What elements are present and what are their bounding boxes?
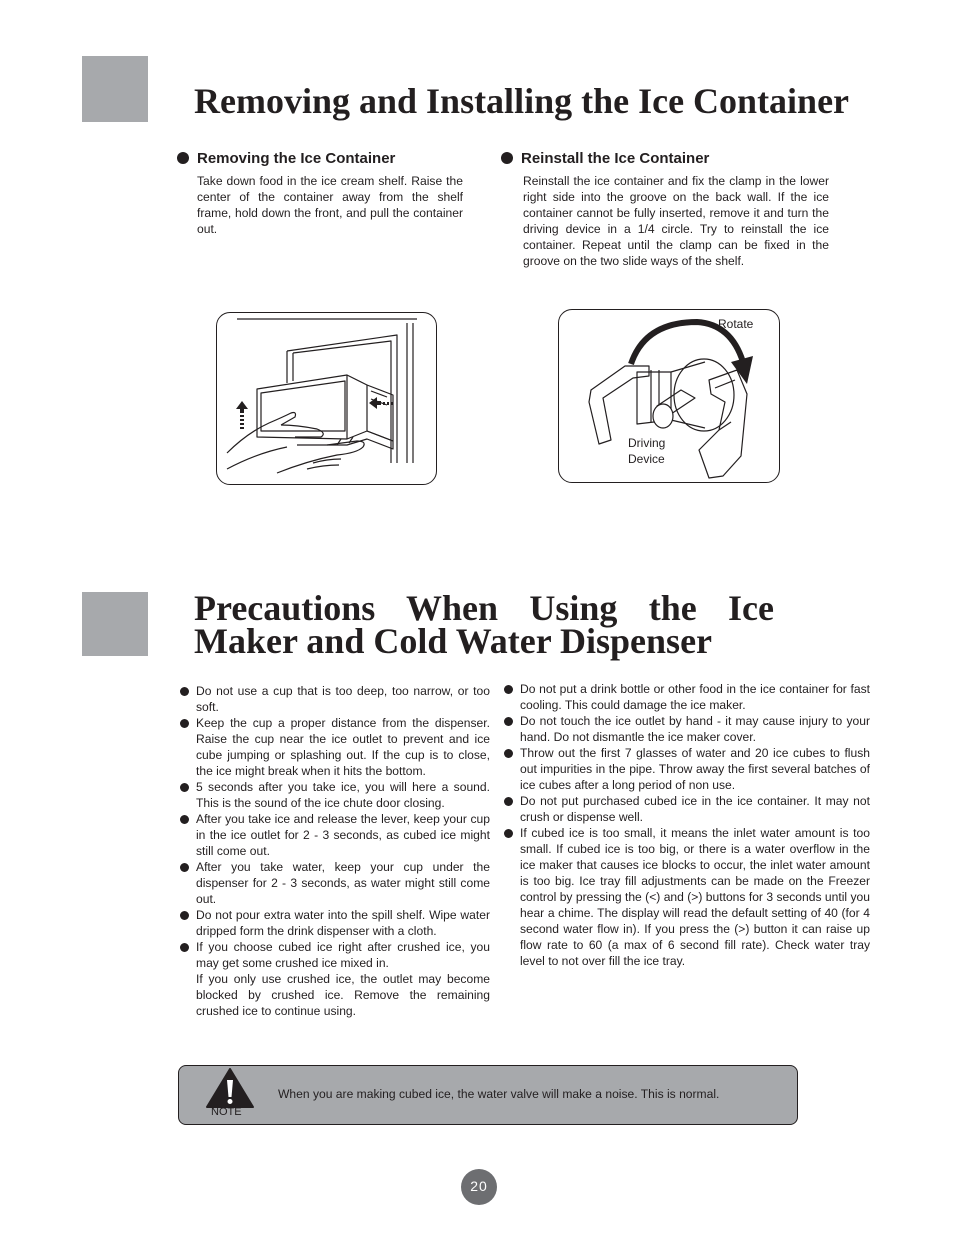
note-label: NOTE — [211, 1106, 242, 1118]
list-item: 5 seconds after you take ice, you will here a sound. This is the sound of the ice chute door closing. — [180, 779, 490, 811]
bullet-icon — [501, 152, 513, 164]
list-item: After you take ice and release the lever, keep your cup in the ice outlet for 2 - 3 seconds, as cubed ice might still come out. — [180, 811, 490, 859]
figure-driving-device — [558, 309, 780, 483]
removing-text: Take down food in the ice cream shelf. Raise the center of the container away from the shelf frame, hold down the front, and pull the container out. — [197, 174, 463, 236]
list-item: Do not put purchased cubed ice in the ice container. It may not crush or dispense well. — [504, 793, 870, 825]
list-item: Throw out the first 7 glasses of water and 20 ice cubes to flush out impurities in the pipe. Throw away the first several batches of ice cubes after a long period of non use. — [504, 745, 870, 793]
list-item: Keep the cup a proper distance from the dispenser. Raise the cup near the ice outlet to prevent and ice cube jumping or splashing out. If the cup is to close, the ice might break when it hits the bottom. — [180, 715, 490, 779]
heading-reinstall — [501, 150, 709, 167]
heading-removing-text: Removing the Ice Container — [197, 150, 396, 167]
note-box — [178, 1065, 798, 1125]
remove-container-illustration — [217, 313, 436, 484]
list-item-text: If you choose cubed ice right after crushed ice, you may get some crushed ice mixed in. — [196, 940, 490, 970]
title-precautions-line2: Maker and Cold Water Dispenser — [194, 621, 713, 661]
list-item: If cubed ice is too small, it means the inlet water amount is too small. If cubed ice is too big, or there is a water overflow in the ice maker that causes ice blocks to occur, the inlet water amount is too big. Ice tray fill adjustments can be made on the Freezer control by pressing the (<) and (>) buttons for 3 seconds until you hear a chime. The display will read the default setting of 40 (for 4 second water flow in). If you press the (>) button it can raise up flow rate to 60 (a max of 6 second fill rate). Check water tray level to not over fill the ice tray. — [504, 825, 870, 969]
rotate-label: Rotate — [718, 317, 754, 331]
list-item: After you take water, keep your cup under the dispenser for 2 - 3 seconds, as water might still come out. — [180, 859, 490, 907]
reinstall-text: Reinstall the ice container and fix the clamp in the lower right side into the groove on the back wall. If the ice container cannot be fully inserted, remove it and turn the driving device in a 1/4 circle. Try to reinstall the ice container. Repeat until the clamp can be fixed in the groove on the two slide ways of the shelf. — [523, 174, 829, 268]
driving-device-illustration — [559, 310, 779, 482]
precautions-left-list — [180, 683, 490, 1019]
precautions-right-list — [504, 681, 870, 969]
list-item: Do not touch the ice outlet by hand - it may cause injury to your hand. Do not dismantle the ice maker cover. — [504, 713, 870, 745]
list-item: Do not put a drink bottle or other food in the ice container for fast cooling. This could damage the ice maker. — [504, 681, 870, 713]
list-item-crushed-ice — [180, 939, 490, 1019]
section-marker-1 — [82, 56, 148, 122]
list-item: Do not use a cup that is too deep, too narrow, or too soft. — [180, 683, 490, 715]
page-title-ice-container: Removing and Installing the Ice Container — [194, 81, 850, 121]
driving-label-line2: Device — [628, 452, 665, 466]
heading-reinstall-text: Reinstall the Ice Container — [521, 150, 710, 167]
page-number: 20 — [461, 1169, 497, 1205]
list-item-continuation: If you only use crushed ice, the outlet may become blocked by crushed ice. Remove the remaining crushed ice to continue using. — [196, 972, 490, 1018]
section-marker-2 — [82, 592, 148, 656]
list-item: Do not pour extra water into the spill shelf. Wipe water dripped form the drink dispenser with a cloth. — [180, 907, 490, 939]
driving-label-line1: Driving — [628, 436, 666, 450]
note-text: When you are making cubed ice, the water valve will make a noise. This is normal. — [278, 1087, 720, 1101]
title-precautions-line1: Precautions When Using the Ice — [194, 588, 774, 628]
warning-icon — [205, 1067, 255, 1109]
heading-removing — [177, 150, 395, 167]
bullet-icon — [177, 152, 189, 164]
figure-remove-container — [216, 312, 437, 485]
page-title-precautions — [194, 588, 774, 661]
